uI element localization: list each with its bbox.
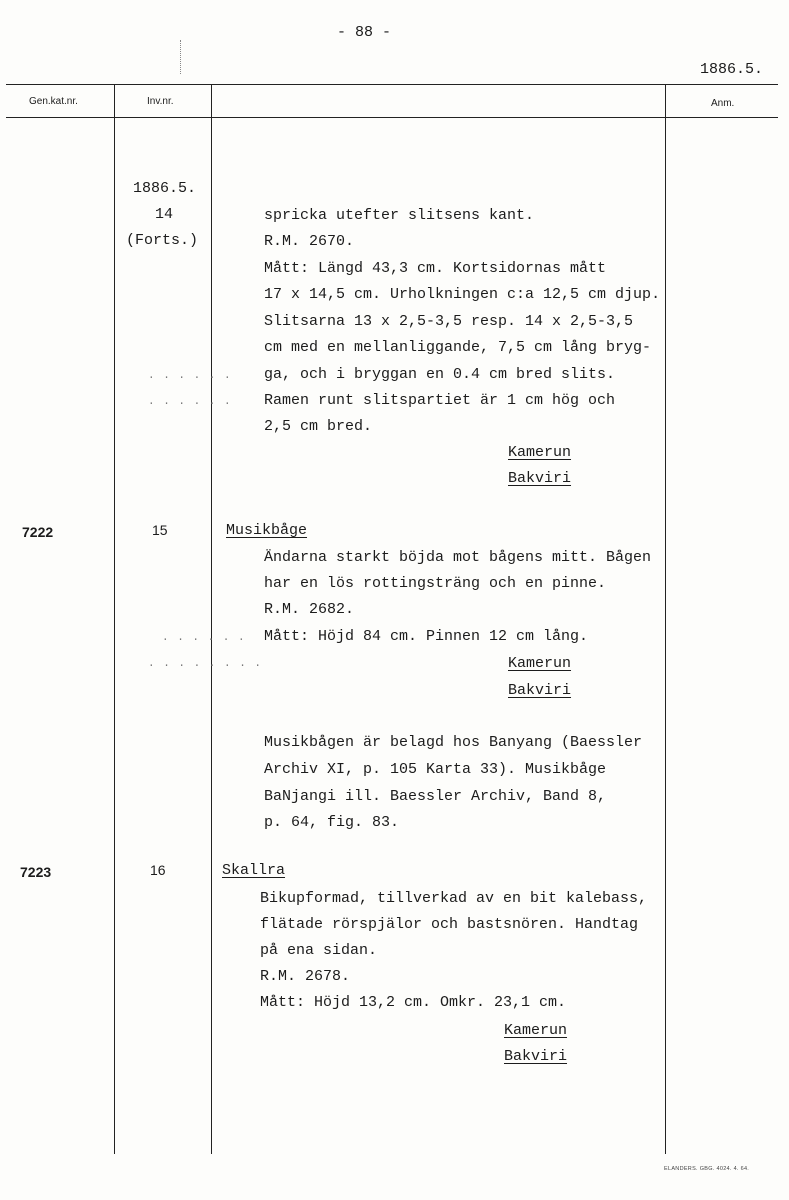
entry-text-line: cm med en mellanliggande, 7,5 cm lång bryg- bbox=[264, 339, 652, 356]
page-number: - 88 - bbox=[337, 24, 392, 41]
entry-text-line: har en lös rottingsträng och en pinne. bbox=[264, 575, 607, 592]
column-divider-3 bbox=[665, 84, 666, 1154]
entry-text-line: R.M. 2670. bbox=[264, 233, 355, 250]
column-header-gen-kat-nr: Gen.kat.nr. bbox=[29, 96, 78, 107]
note-text-line: Musikbågen är belagd hos Banyang (Baessler bbox=[264, 734, 643, 751]
entry-text-line: 17 x 14,5 cm. Urholkningen c:a 12,5 cm djup. bbox=[264, 286, 661, 303]
object-title: Skallra bbox=[222, 862, 286, 879]
place-label: Kamerun bbox=[508, 444, 572, 461]
object-title: Musikbåge bbox=[226, 522, 308, 539]
people-label: Bakviri bbox=[508, 470, 572, 487]
dotted-leader: . . . . . . . . bbox=[148, 658, 263, 670]
continued-label: (Forts.) bbox=[126, 232, 199, 249]
entry-text-line: spricka utefter slitsens kant. bbox=[264, 207, 535, 224]
column-header-inv-nr: Inv.nr. bbox=[147, 96, 174, 107]
inv-number: 16 bbox=[150, 862, 166, 878]
note-text-line: Archiv XI, p. 105 Karta 33). Musikbåge bbox=[264, 761, 607, 778]
entry-text-line: på ena sidan. bbox=[260, 942, 378, 959]
table-header-rule bbox=[6, 117, 778, 118]
note-text-line: p. 64, fig. 83. bbox=[264, 814, 400, 831]
inv-number: 14 bbox=[155, 206, 174, 223]
entry-text-line: Ramen runt slitspartiet är 1 cm hög och bbox=[264, 392, 616, 409]
column-divider-2 bbox=[211, 84, 212, 1154]
gen-kat-number: 7223 bbox=[20, 864, 52, 880]
inv-number: 15 bbox=[152, 522, 168, 538]
people-label: Bakviri bbox=[508, 682, 572, 699]
column-header-anm: Anm. bbox=[711, 98, 735, 109]
entry-text-line: Slitsarna 13 x 2,5-3,5 resp. 14 x 2,5-3,5 bbox=[264, 313, 634, 330]
entry-text-line: R.M. 2678. bbox=[260, 968, 351, 985]
entry-text-line: Mått: Längd 43,3 cm. Kortsidornas mått bbox=[264, 260, 607, 277]
dotted-leader: . . . . . . bbox=[162, 632, 246, 644]
dotted-leader: . . . . . . bbox=[148, 396, 232, 408]
printer-mark: ELANDERS. GBG. 4024. 4. 64. bbox=[664, 1166, 750, 1172]
entry-text-line: R.M. 2682. bbox=[264, 601, 355, 618]
gen-kat-number: 7222 bbox=[22, 524, 54, 540]
entry-text-line: Mått: Höjd 84 cm. Pinnen 12 cm lång. bbox=[264, 628, 589, 645]
entry-text-line: Bikupformad, tillverkad av en bit kalebass, bbox=[260, 890, 648, 907]
place-label: Kamerun bbox=[508, 655, 572, 672]
dotted-leader: . . . . . . bbox=[148, 370, 232, 382]
entry-text-line: flätade rörspjälor och bastsnören. Handtag bbox=[260, 916, 639, 933]
place-label: Kamerun bbox=[504, 1022, 568, 1039]
note-text-line: BaNjangi ill. Baessler Archiv, Band 8, bbox=[264, 788, 607, 805]
entry-text-line: Mått: Höjd 13,2 cm. Omkr. 23,1 cm. bbox=[260, 994, 567, 1011]
header-reference: 1886.5. bbox=[700, 61, 764, 78]
people-label: Bakviri bbox=[504, 1048, 568, 1065]
margin-mark bbox=[180, 40, 182, 74]
entry-text-line: 2,5 cm bred. bbox=[264, 418, 373, 435]
entry-text-line: ga, och i bryggan en 0.4 cm bred slits. bbox=[264, 366, 616, 383]
table-top-rule bbox=[6, 84, 778, 85]
inv-ref: 1886.5. bbox=[133, 180, 197, 197]
column-divider-1 bbox=[114, 84, 115, 1154]
entry-text-line: Ändarna starkt böjda mot bågens mitt. Bågen bbox=[264, 549, 652, 566]
